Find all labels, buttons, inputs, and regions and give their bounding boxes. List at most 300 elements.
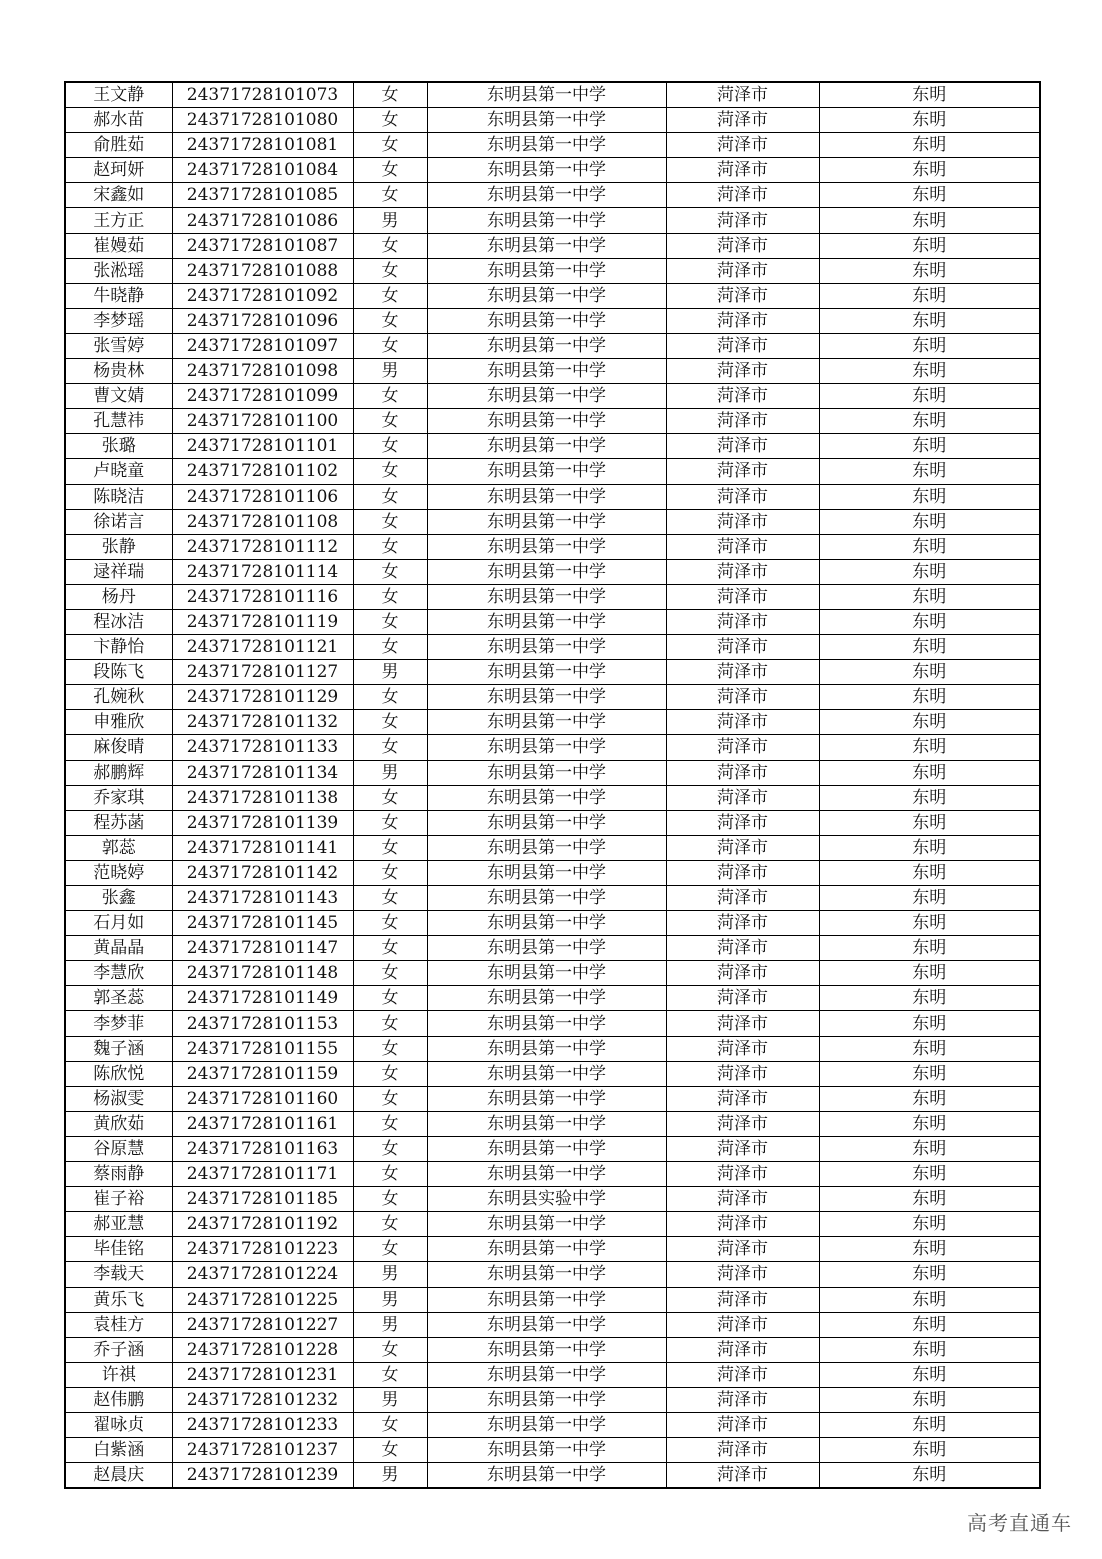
table-row [65, 1312, 1040, 1337]
city-cell: 菏泽市 [666, 258, 819, 283]
gender-cell: 女 [353, 1111, 427, 1136]
school-cell: 东明县第一中学 [427, 1011, 666, 1036]
school-cell: 东明县第一中学 [427, 233, 666, 258]
name-cell: 程冰洁 [65, 609, 172, 634]
table-row [65, 911, 1040, 936]
city-cell: 菏泽市 [666, 1086, 819, 1111]
city-cell: 菏泽市 [666, 133, 819, 158]
exam-id-cell: 24371728101138 [172, 785, 353, 810]
city-cell: 菏泽市 [666, 685, 819, 710]
table-row [65, 1287, 1040, 1312]
city-cell: 菏泽市 [666, 1011, 819, 1036]
school-cell: 东明县第一中学 [427, 1111, 666, 1136]
gender-cell: 女 [353, 1011, 427, 1036]
table-row [65, 1387, 1040, 1412]
table-row [65, 785, 1040, 810]
gender-cell: 女 [353, 685, 427, 710]
name-cell: 陈晓洁 [65, 484, 172, 509]
county-cell: 东明 [819, 1111, 1040, 1136]
city-cell: 菏泽市 [666, 1187, 819, 1212]
exam-id-cell: 24371728101224 [172, 1262, 353, 1287]
name-cell: 郝亚慧 [65, 1212, 172, 1237]
table-row [65, 133, 1040, 158]
gender-cell: 女 [353, 1162, 427, 1187]
table-row [65, 760, 1040, 785]
name-cell: 魏子涵 [65, 1036, 172, 1061]
county-cell: 东明 [819, 108, 1040, 133]
gender-cell: 女 [353, 183, 427, 208]
exam-id-cell: 24371728101086 [172, 208, 353, 233]
school-cell: 东明县第一中学 [427, 810, 666, 835]
county-cell: 东明 [819, 1312, 1040, 1337]
name-cell: 陈欣悦 [65, 1061, 172, 1086]
city-cell: 菏泽市 [666, 484, 819, 509]
city-cell: 菏泽市 [666, 860, 819, 885]
gender-cell: 女 [353, 1212, 427, 1237]
name-cell: 赵伟鹏 [65, 1387, 172, 1412]
exam-id-cell: 24371728101163 [172, 1136, 353, 1161]
table-row [65, 82, 1040, 108]
city-cell: 菏泽市 [666, 1212, 819, 1237]
name-cell: 范晓婷 [65, 860, 172, 885]
county-cell: 东明 [819, 258, 1040, 283]
gender-cell: 女 [353, 158, 427, 183]
city-cell: 菏泽市 [666, 886, 819, 911]
name-cell: 乔家琪 [65, 785, 172, 810]
table-row [65, 183, 1040, 208]
school-cell: 东明县第一中学 [427, 1086, 666, 1111]
school-cell: 东明县第一中学 [427, 936, 666, 961]
exam-id-cell: 24371728101239 [172, 1463, 353, 1489]
school-cell: 东明县第一中学 [427, 409, 666, 434]
name-cell: 张淞瑶 [65, 258, 172, 283]
city-cell: 菏泽市 [666, 1136, 819, 1161]
school-cell: 东明县第一中学 [427, 1287, 666, 1312]
school-cell: 东明县第一中学 [427, 359, 666, 384]
city-cell: 菏泽市 [666, 409, 819, 434]
exam-id-cell: 24371728101101 [172, 434, 353, 459]
city-cell: 菏泽市 [666, 1337, 819, 1362]
school-cell: 东明县第一中学 [427, 1387, 666, 1412]
school-cell: 东明县第一中学 [427, 283, 666, 308]
school-cell: 东明县第一中学 [427, 1212, 666, 1237]
school-cell: 东明县第一中学 [427, 258, 666, 283]
school-cell: 东明县第一中学 [427, 1312, 666, 1337]
table-row [65, 359, 1040, 384]
county-cell: 东明 [819, 1061, 1040, 1086]
county-cell: 东明 [819, 1011, 1040, 1036]
school-cell: 东明县第一中学 [427, 459, 666, 484]
table-row [65, 1262, 1040, 1287]
exam-id-cell: 24371728101148 [172, 961, 353, 986]
name-cell: 赵晨庆 [65, 1463, 172, 1489]
name-cell: 段陈飞 [65, 660, 172, 685]
city-cell: 菏泽市 [666, 1463, 819, 1489]
table-row [65, 1187, 1040, 1212]
exam-id-cell: 24371728101155 [172, 1036, 353, 1061]
school-cell: 东明县第一中学 [427, 183, 666, 208]
exam-id-cell: 24371728101129 [172, 685, 353, 710]
county-cell: 东明 [819, 785, 1040, 810]
school-cell: 东明县第一中学 [427, 1438, 666, 1463]
county-cell: 东明 [819, 509, 1040, 534]
table-row [65, 208, 1040, 233]
city-cell: 菏泽市 [666, 735, 819, 760]
gender-cell: 女 [353, 735, 427, 760]
exam-id-cell: 24371728101160 [172, 1086, 353, 1111]
name-cell: 程苏菡 [65, 810, 172, 835]
name-cell: 宋鑫如 [65, 183, 172, 208]
name-cell: 张静 [65, 534, 172, 559]
gender-cell: 男 [353, 1312, 427, 1337]
exam-id-cell: 24371728101116 [172, 584, 353, 609]
name-cell: 谷原慧 [65, 1136, 172, 1161]
table-row [65, 308, 1040, 333]
exam-id-cell: 24371728101084 [172, 158, 353, 183]
exam-id-cell: 24371728101145 [172, 911, 353, 936]
county-cell: 东明 [819, 760, 1040, 785]
gender-cell: 男 [353, 660, 427, 685]
school-cell: 东明县第一中学 [427, 584, 666, 609]
table-row [65, 860, 1040, 885]
school-cell: 东明县第一中学 [427, 308, 666, 333]
name-cell: 申雅欣 [65, 710, 172, 735]
name-cell: 郭蕊 [65, 835, 172, 860]
table-row [65, 409, 1040, 434]
city-cell: 菏泽市 [666, 810, 819, 835]
city-cell: 菏泽市 [666, 835, 819, 860]
name-cell: 许祺 [65, 1362, 172, 1387]
county-cell: 东明 [819, 609, 1040, 634]
table-body [65, 82, 1040, 1488]
name-cell: 牛晓静 [65, 283, 172, 308]
school-cell: 东明县第一中学 [427, 886, 666, 911]
name-cell: 王文静 [65, 82, 172, 108]
table-row [65, 685, 1040, 710]
city-cell: 菏泽市 [666, 1036, 819, 1061]
city-cell: 菏泽市 [666, 1312, 819, 1337]
gender-cell: 女 [353, 233, 427, 258]
gender-cell: 女 [353, 911, 427, 936]
name-cell: 白紫涵 [65, 1438, 172, 1463]
table-row [65, 1111, 1040, 1136]
gender-cell: 女 [353, 1362, 427, 1387]
school-cell: 东明县第一中学 [427, 333, 666, 358]
name-cell: 卞静怡 [65, 635, 172, 660]
exam-id-cell: 24371728101147 [172, 936, 353, 961]
gender-cell: 女 [353, 82, 427, 108]
gender-cell: 女 [353, 534, 427, 559]
table-row [65, 384, 1040, 409]
gender-cell: 女 [353, 409, 427, 434]
county-cell: 东明 [819, 1136, 1040, 1161]
city-cell: 菏泽市 [666, 660, 819, 685]
county-cell: 东明 [819, 1387, 1040, 1412]
exam-id-cell: 24371728101121 [172, 635, 353, 660]
gender-cell: 女 [353, 1438, 427, 1463]
gender-cell: 女 [353, 1036, 427, 1061]
city-cell: 菏泽市 [666, 1162, 819, 1187]
name-cell: 黄欣茹 [65, 1111, 172, 1136]
school-cell: 东明县第一中学 [427, 785, 666, 810]
school-cell: 东明县第一中学 [427, 961, 666, 986]
name-cell: 黄乐飞 [65, 1287, 172, 1312]
table-row [65, 559, 1040, 584]
table-row [65, 434, 1040, 459]
gender-cell: 女 [353, 258, 427, 283]
school-cell: 东明县实验中学 [427, 1187, 666, 1212]
exam-id-cell: 24371728101159 [172, 1061, 353, 1086]
city-cell: 菏泽市 [666, 760, 819, 785]
table-row [65, 609, 1040, 634]
exam-id-cell: 24371728101134 [172, 760, 353, 785]
gender-cell: 女 [353, 936, 427, 961]
exam-id-cell: 24371728101231 [172, 1362, 353, 1387]
city-cell: 菏泽市 [666, 710, 819, 735]
exam-id-cell: 24371728101081 [172, 133, 353, 158]
county-cell: 东明 [819, 986, 1040, 1011]
school-cell: 东明县第一中学 [427, 158, 666, 183]
exam-id-cell: 24371728101099 [172, 384, 353, 409]
school-cell: 东明县第一中学 [427, 1237, 666, 1262]
school-cell: 东明县第一中学 [427, 860, 666, 885]
city-cell: 菏泽市 [666, 1362, 819, 1387]
gender-cell: 男 [353, 1287, 427, 1312]
school-cell: 东明县第一中学 [427, 760, 666, 785]
exam-id-cell: 24371728101142 [172, 860, 353, 885]
city-cell: 菏泽市 [666, 1287, 819, 1312]
school-cell: 东明县第一中学 [427, 1061, 666, 1086]
table-row [65, 735, 1040, 760]
table-row [65, 484, 1040, 509]
city-cell: 菏泽市 [666, 359, 819, 384]
school-cell: 东明县第一中学 [427, 735, 666, 760]
school-cell: 东明县第一中学 [427, 635, 666, 660]
exam-id-cell: 24371728101098 [172, 359, 353, 384]
school-cell: 东明县第一中学 [427, 1412, 666, 1437]
name-cell: 李慧欣 [65, 961, 172, 986]
city-cell: 菏泽市 [666, 1438, 819, 1463]
school-cell: 东明县第一中学 [427, 710, 666, 735]
exam-id-cell: 24371728101132 [172, 710, 353, 735]
table-row [65, 158, 1040, 183]
city-cell: 菏泽市 [666, 635, 819, 660]
name-cell: 杨淑雯 [65, 1086, 172, 1111]
table-row [65, 1438, 1040, 1463]
name-cell: 李载天 [65, 1262, 172, 1287]
city-cell: 菏泽市 [666, 1412, 819, 1437]
name-cell: 孔慧祎 [65, 409, 172, 434]
school-cell: 东明县第一中学 [427, 660, 666, 685]
county-cell: 东明 [819, 333, 1040, 358]
gender-cell: 男 [353, 1262, 427, 1287]
name-cell: 张璐 [65, 434, 172, 459]
gender-cell: 女 [353, 308, 427, 333]
city-cell: 菏泽市 [666, 785, 819, 810]
county-cell: 东明 [819, 1036, 1040, 1061]
school-cell: 东明县第一中学 [427, 1036, 666, 1061]
gender-cell: 女 [353, 860, 427, 885]
city-cell: 菏泽市 [666, 1387, 819, 1412]
exam-id-cell: 24371728101108 [172, 509, 353, 534]
county-cell: 东明 [819, 1212, 1040, 1237]
exam-id-cell: 24371728101153 [172, 1011, 353, 1036]
gender-cell: 女 [353, 108, 427, 133]
county-cell: 东明 [819, 459, 1040, 484]
table-row [65, 835, 1040, 860]
city-cell: 菏泽市 [666, 384, 819, 409]
city-cell: 菏泽市 [666, 183, 819, 208]
exam-id-cell: 24371728101228 [172, 1337, 353, 1362]
city-cell: 菏泽市 [666, 308, 819, 333]
table-row [65, 509, 1040, 534]
county-cell: 东明 [819, 1237, 1040, 1262]
school-cell: 东明县第一中学 [427, 434, 666, 459]
county-cell: 东明 [819, 1162, 1040, 1187]
exam-id-cell: 24371728101080 [172, 108, 353, 133]
exam-id-cell: 24371728101097 [172, 333, 353, 358]
gender-cell: 女 [353, 509, 427, 534]
county-cell: 东明 [819, 810, 1040, 835]
exam-id-cell: 24371728101225 [172, 1287, 353, 1312]
name-cell: 麻俊晴 [65, 735, 172, 760]
city-cell: 菏泽市 [666, 1061, 819, 1086]
table-row [65, 1136, 1040, 1161]
table-row [65, 936, 1040, 961]
exam-id-cell: 24371728101133 [172, 735, 353, 760]
gender-cell: 女 [353, 886, 427, 911]
county-cell: 东明 [819, 434, 1040, 459]
city-cell: 菏泽市 [666, 986, 819, 1011]
name-cell: 翟咏贞 [65, 1412, 172, 1437]
exam-id-cell: 24371728101119 [172, 609, 353, 634]
gender-cell: 女 [353, 1337, 427, 1362]
table-row [65, 1362, 1040, 1387]
name-cell: 王方正 [65, 208, 172, 233]
county-cell: 东明 [819, 1287, 1040, 1312]
exam-id-cell: 24371728101171 [172, 1162, 353, 1187]
exam-id-cell: 24371728101088 [172, 258, 353, 283]
city-cell: 菏泽市 [666, 911, 819, 936]
name-cell: 黄晶晶 [65, 936, 172, 961]
county-cell: 东明 [819, 1337, 1040, 1362]
table-row [65, 961, 1040, 986]
table-row [65, 1212, 1040, 1237]
county-cell: 东明 [819, 886, 1040, 911]
city-cell: 菏泽市 [666, 936, 819, 961]
gender-cell: 女 [353, 1136, 427, 1161]
county-cell: 东明 [819, 735, 1040, 760]
exam-id-cell: 24371728101227 [172, 1312, 353, 1337]
name-cell: 俞胜茹 [65, 133, 172, 158]
county-cell: 东明 [819, 183, 1040, 208]
city-cell: 菏泽市 [666, 333, 819, 358]
county-cell: 东明 [819, 1362, 1040, 1387]
student-table [64, 81, 1041, 1489]
city-cell: 菏泽市 [666, 233, 819, 258]
exam-id-cell: 24371728101237 [172, 1438, 353, 1463]
exam-id-cell: 24371728101127 [172, 660, 353, 685]
gender-cell: 女 [353, 283, 427, 308]
gender-cell: 女 [353, 810, 427, 835]
gender-cell: 女 [353, 459, 427, 484]
exam-id-cell: 24371728101232 [172, 1387, 353, 1412]
county-cell: 东明 [819, 484, 1040, 509]
table-row [65, 333, 1040, 358]
exam-id-cell: 24371728101087 [172, 233, 353, 258]
school-cell: 东明县第一中学 [427, 685, 666, 710]
name-cell: 赵珂妍 [65, 158, 172, 183]
county-cell: 东明 [819, 584, 1040, 609]
gender-cell: 女 [353, 1412, 427, 1437]
county-cell: 东明 [819, 233, 1040, 258]
county-cell: 东明 [819, 710, 1040, 735]
county-cell: 东明 [819, 911, 1040, 936]
county-cell: 东明 [819, 133, 1040, 158]
table-row [65, 258, 1040, 283]
county-cell: 东明 [819, 534, 1040, 559]
county-cell: 东明 [819, 1412, 1040, 1437]
name-cell: 毕佳铭 [65, 1237, 172, 1262]
name-cell: 李梦瑶 [65, 308, 172, 333]
table-row [65, 534, 1040, 559]
exam-id-cell: 24371728101223 [172, 1237, 353, 1262]
city-cell: 菏泽市 [666, 434, 819, 459]
gender-cell: 女 [353, 559, 427, 584]
gender-cell: 女 [353, 835, 427, 860]
gender-cell: 女 [353, 434, 427, 459]
gender-cell: 女 [353, 961, 427, 986]
city-cell: 菏泽市 [666, 534, 819, 559]
school-cell: 东明县第一中学 [427, 208, 666, 233]
school-cell: 东明县第一中学 [427, 559, 666, 584]
gender-cell: 女 [353, 710, 427, 735]
city-cell: 菏泽市 [666, 559, 819, 584]
county-cell: 东明 [819, 559, 1040, 584]
exam-id-cell: 24371728101100 [172, 409, 353, 434]
county-cell: 东明 [819, 685, 1040, 710]
county-cell: 东明 [819, 1262, 1040, 1287]
exam-id-cell: 24371728101161 [172, 1111, 353, 1136]
city-cell: 菏泽市 [666, 961, 819, 986]
table-row [65, 1463, 1040, 1489]
school-cell: 东明县第一中学 [427, 986, 666, 1011]
county-cell: 东明 [819, 158, 1040, 183]
school-cell: 东明县第一中学 [427, 1337, 666, 1362]
city-cell: 菏泽市 [666, 108, 819, 133]
name-cell: 郭圣蕊 [65, 986, 172, 1011]
school-cell: 东明县第一中学 [427, 911, 666, 936]
city-cell: 菏泽市 [666, 1111, 819, 1136]
county-cell: 东明 [819, 1438, 1040, 1463]
county-cell: 东明 [819, 1187, 1040, 1212]
table-row [65, 233, 1040, 258]
city-cell: 菏泽市 [666, 459, 819, 484]
gender-cell: 女 [353, 785, 427, 810]
county-cell: 东明 [819, 409, 1040, 434]
gender-cell: 女 [353, 1086, 427, 1111]
table-row [65, 1337, 1040, 1362]
name-cell: 杨贵林 [65, 359, 172, 384]
county-cell: 东明 [819, 860, 1040, 885]
table-row [65, 1086, 1040, 1111]
name-cell: 李梦菲 [65, 1011, 172, 1036]
county-cell: 东明 [819, 208, 1040, 233]
exam-id-cell: 24371728101185 [172, 1187, 353, 1212]
school-cell: 东明县第一中学 [427, 484, 666, 509]
county-cell: 东明 [819, 1463, 1040, 1489]
table-row [65, 810, 1040, 835]
